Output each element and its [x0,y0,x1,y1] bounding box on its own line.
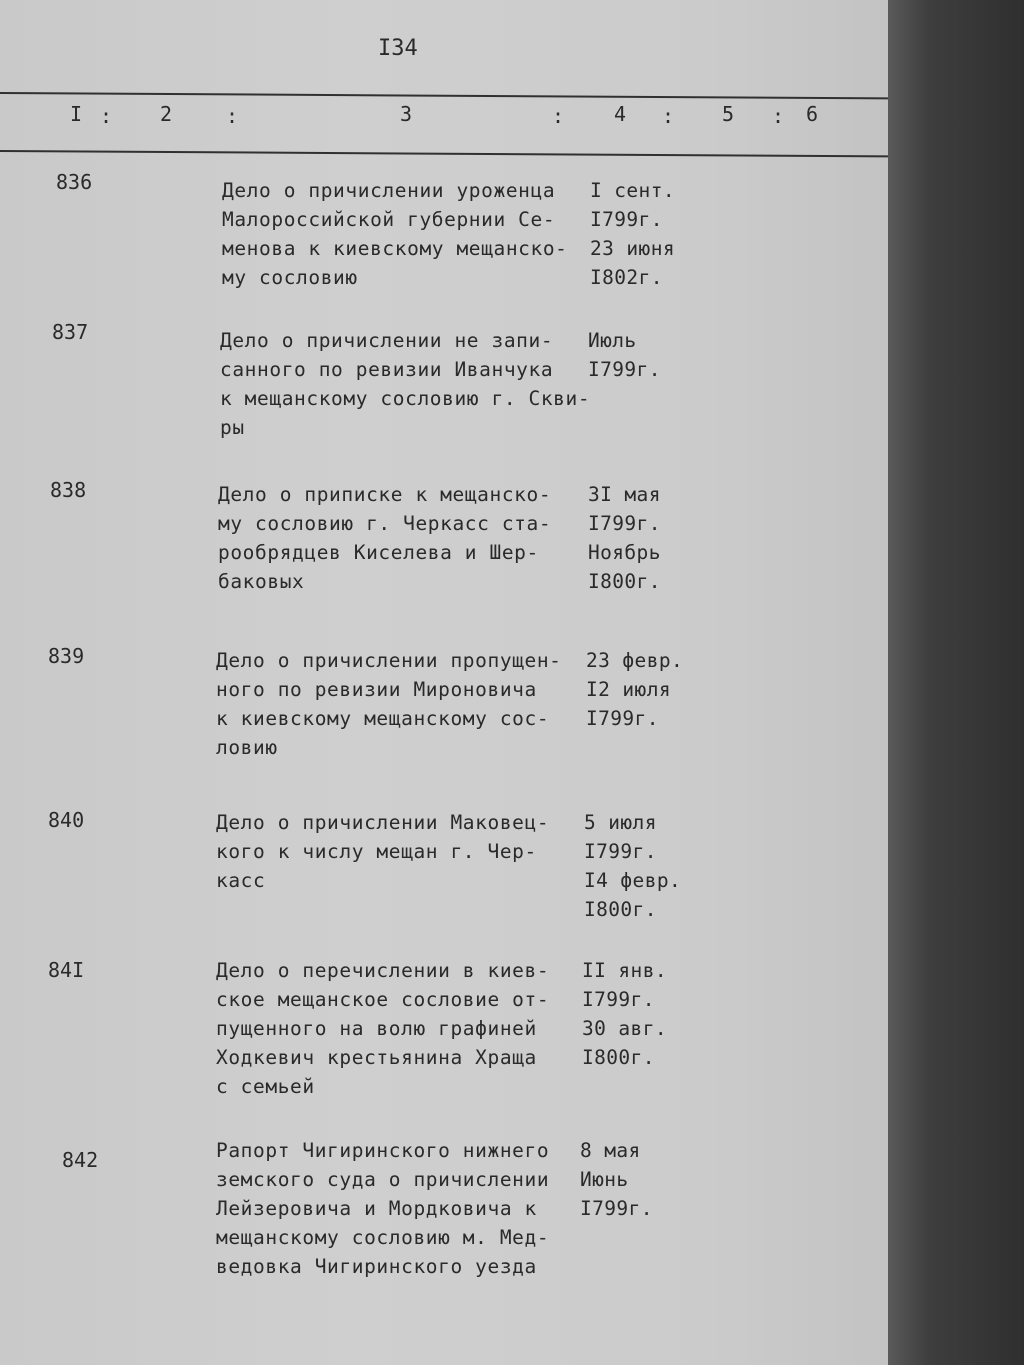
entry-number: 84I [48,958,85,982]
entry-dates [588,326,661,384]
entry-number: 840 [48,808,85,832]
entry-dates [586,646,683,733]
date-line: I сент. [590,179,675,202]
description-line: ское мещанское сословие от- [216,988,550,1011]
entry-number: 838 [50,478,87,502]
description-line: ного по ревизии Мироновича [216,678,537,701]
column-separator: : [552,104,565,128]
description-line: му сословию [222,266,358,289]
entry-description [222,176,568,292]
column-header-6: 6 [806,102,819,126]
column-header-2: 2 [160,102,173,126]
date-line: I802г. [590,266,663,289]
date-line: I799г. [580,1197,653,1220]
description-line: Дело о причислении не запи- [220,329,554,352]
description-line: с семьей [216,1075,315,1098]
description-line: рообрядцев Киселева и Шер- [218,541,539,564]
entry-dates [590,176,675,292]
date-line: I4 февр. [584,869,682,892]
description-line: Дело о причислении уроженца [222,179,556,202]
date-line: 5 июля [584,811,657,834]
date-line: I800г. [582,1046,655,1069]
date-line: I799г. [588,512,661,535]
date-line: Июнь [580,1168,629,1191]
entry-description [216,808,549,895]
description-line: ловию [216,736,278,759]
date-line: 23 февр. [586,649,684,672]
entry-description [216,1136,549,1281]
description-line: кого к числу мещан г. Чер- [216,840,537,863]
description-line: ры [220,416,245,439]
description-line: касс [216,869,266,892]
date-line: Июль [588,329,637,352]
date-line: 30 авг. [582,1017,667,1040]
description-line: мещанскому сословию м. Мед- [216,1226,550,1249]
column-separator: : [226,104,239,128]
description-line: Дело о перечислении в киев- [216,959,550,982]
column-separator: : [772,104,785,128]
page-number: I34 [378,36,418,61]
column-header-3: 3 [400,102,413,126]
date-line: I2 июля [586,678,671,701]
entry-dates [584,808,681,924]
description-line: земского суда о причислении [216,1168,550,1191]
entry-number: 837 [52,320,89,344]
description-line: санного по ревизии Иванчука [220,358,554,381]
description-line: к мещанскому сословию г. Скви- [220,387,591,410]
entry-description [216,956,549,1101]
date-line: 23 июня [590,237,675,260]
date-line: Ноябрь [588,541,661,564]
entry-dates [588,480,661,596]
entry-description [220,326,590,442]
date-line: I799г. [586,707,659,730]
entry-description [216,646,562,762]
description-line: му сословию г. Черкасс ста- [218,512,552,535]
entry-dates [580,1136,653,1223]
date-line: I799г. [590,208,663,231]
background-edge [888,0,1024,1365]
description-line: пущенного на волю графиней [216,1017,537,1040]
column-header-4: 4 [614,102,627,126]
entry-number: 836 [56,170,93,194]
entry-description [218,480,551,596]
date-line: II янв. [582,959,667,982]
header-top-rule [0,92,888,99]
description-line: менова к киевскому мещанско- [222,237,568,260]
date-line: I799г. [588,358,661,381]
description-line: Малороссийской губернии Се- [222,208,556,231]
column-header-5: 5 [722,102,735,126]
header-bottom-rule [0,150,888,157]
date-line: 8 мая [580,1139,641,1162]
description-line: баковых [218,570,305,593]
description-line: ведовка Чигиринского уезда [216,1255,537,1278]
date-line: I800г. [588,570,661,593]
description-line: Ходкевич крестьянина Храща [216,1046,537,1069]
column-header-1: I [70,102,83,126]
description-line: к киевскому мещанскому сос- [216,707,550,730]
entry-number: 839 [48,644,85,668]
description-line: Рапорт Чигиринского нижнего [216,1139,550,1162]
entry-dates [582,956,667,1072]
description-line: Лейзеровича и Мордковича к [216,1197,537,1220]
column-separator: : [100,104,113,128]
column-separator: : [662,104,675,128]
date-line: I799г. [582,988,655,1011]
description-line: Дело о приписке к мещанско- [218,483,552,506]
description-line: Дело о причислении Маковец- [216,811,550,834]
description-line: Дело о причислении пропущен- [216,649,562,672]
date-line: 3I мая [588,483,661,506]
date-line: I799г. [584,840,657,863]
date-line: I800г. [584,898,657,921]
entry-number: 842 [62,1148,99,1172]
